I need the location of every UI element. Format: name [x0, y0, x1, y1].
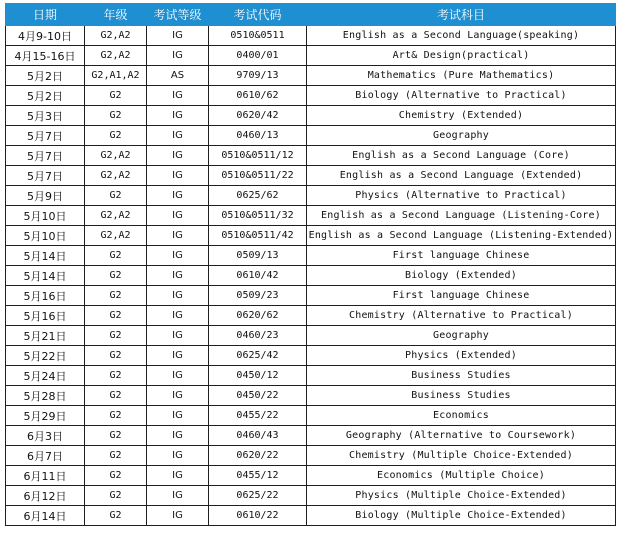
cell-code: 0510&0511/12: [209, 146, 307, 166]
cell-level: IG: [147, 506, 209, 526]
cell-code: 0610/62: [209, 86, 307, 106]
header-date: 日期: [6, 4, 85, 26]
table-row: [6, 26, 616, 46]
cell-code: 0510&0511/32: [209, 206, 307, 226]
cell-code: 0620/42: [209, 106, 307, 126]
cell-level: IG: [147, 446, 209, 466]
header-grade: 年级: [85, 4, 147, 26]
cell-subject: First language Chinese: [307, 286, 616, 306]
header-exam-level: 考试等级: [147, 4, 209, 26]
table-row: [6, 386, 616, 406]
cell-grade: G2,A2: [85, 166, 147, 186]
cell-date: 5月9日: [6, 186, 85, 206]
cell-date: 6月12日: [6, 486, 85, 506]
cell-date: 4月15-16日: [6, 46, 85, 66]
cell-grade: G2: [85, 126, 147, 146]
cell-code: 0455/22: [209, 406, 307, 426]
cell-level: IG: [147, 246, 209, 266]
cell-grade: G2: [85, 86, 147, 106]
cell-date: 5月21日: [6, 326, 85, 346]
cell-grade: G2: [85, 426, 147, 446]
cell-level: IG: [147, 286, 209, 306]
cell-date: 5月7日: [6, 146, 85, 166]
cell-subject: First language Chinese: [307, 246, 616, 266]
cell-grade: G2,A2: [85, 206, 147, 226]
cell-code: 0610/42: [209, 266, 307, 286]
cell-code: 0460/13: [209, 126, 307, 146]
table-row: [6, 446, 616, 466]
table-body: [6, 26, 616, 526]
cell-date: 5月24日: [6, 366, 85, 386]
cell-subject: Chemistry (Extended): [307, 106, 616, 126]
table-row: [6, 186, 616, 206]
cell-grade: G2: [85, 466, 147, 486]
cell-grade: G2,A2: [85, 46, 147, 66]
cell-subject: Chemistry (Alternative to Practical): [307, 306, 616, 326]
table-row: [6, 266, 616, 286]
cell-subject: Biology (Alternative to Practical): [307, 86, 616, 106]
cell-date: 5月22日: [6, 346, 85, 366]
cell-grade: G2: [85, 406, 147, 426]
table-row: [6, 146, 616, 166]
cell-grade: G2: [85, 506, 147, 526]
cell-code: 0620/62: [209, 306, 307, 326]
table-row: [6, 86, 616, 106]
header-exam-subject: 考试科目: [307, 4, 616, 26]
table-row: [6, 166, 616, 186]
cell-grade: G2: [85, 366, 147, 386]
cell-grade: G2: [85, 386, 147, 406]
table-row: [6, 126, 616, 146]
cell-code: 9709/13: [209, 66, 307, 86]
cell-date: 6月7日: [6, 446, 85, 466]
cell-grade: G2,A2: [85, 226, 147, 246]
table-row: [6, 466, 616, 486]
cell-level: IG: [147, 186, 209, 206]
cell-subject: Physics (Alternative to Practical): [307, 186, 616, 206]
header-exam-code: 考试代码: [209, 4, 307, 26]
cell-grade: G2: [85, 326, 147, 346]
cell-level: IG: [147, 166, 209, 186]
cell-grade: G2,A1,A2: [85, 66, 147, 86]
cell-grade: G2: [85, 486, 147, 506]
cell-grade: G2: [85, 266, 147, 286]
cell-date: 5月2日: [6, 66, 85, 86]
cell-subject: English as a Second Language(speaking): [307, 26, 616, 46]
cell-code: 0625/62: [209, 186, 307, 206]
cell-level: IG: [147, 466, 209, 486]
cell-grade: G2,A2: [85, 146, 147, 166]
cell-level: IG: [147, 106, 209, 126]
table-row: [6, 46, 616, 66]
cell-date: 5月28日: [6, 386, 85, 406]
cell-code: 0455/12: [209, 466, 307, 486]
cell-level: IG: [147, 206, 209, 226]
cell-grade: G2: [85, 306, 147, 326]
cell-subject: Mathematics (Pure Mathematics): [307, 66, 616, 86]
cell-level: IG: [147, 86, 209, 106]
cell-date: 5月14日: [6, 266, 85, 286]
table-row: [6, 206, 616, 226]
cell-code: 0510&0511/22: [209, 166, 307, 186]
cell-level: IG: [147, 46, 209, 66]
cell-subject: Physics (Extended): [307, 346, 616, 366]
cell-grade: G2: [85, 186, 147, 206]
cell-subject: Economics: [307, 406, 616, 426]
cell-level: IG: [147, 426, 209, 446]
cell-date: 5月14日: [6, 246, 85, 266]
cell-subject: English as a Second Language (Core): [307, 146, 616, 166]
cell-code: 0620/22: [209, 446, 307, 466]
cell-subject: Business Studies: [307, 366, 616, 386]
cell-subject: Chemistry (Multiple Choice-Extended): [307, 446, 616, 466]
cell-level: AS: [147, 66, 209, 86]
table-row: [6, 406, 616, 426]
cell-level: IG: [147, 366, 209, 386]
cell-grade: G2: [85, 106, 147, 126]
cell-grade: G2: [85, 346, 147, 366]
table-row: [6, 226, 616, 246]
header-row: [6, 4, 616, 26]
cell-subject: Geography: [307, 126, 616, 146]
cell-date: 5月10日: [6, 206, 85, 226]
cell-date: 5月29日: [6, 406, 85, 426]
cell-code: 0625/42: [209, 346, 307, 366]
cell-subject: English as a Second Language (Listening-Extended): [307, 226, 616, 246]
table-header: [6, 4, 616, 26]
cell-date: 5月16日: [6, 286, 85, 306]
cell-date: 5月2日: [6, 86, 85, 106]
cell-subject: English as a Second Language (Extended): [307, 166, 616, 186]
cell-subject: Biology (Multiple Choice-Extended): [307, 506, 616, 526]
cell-code: 0450/22: [209, 386, 307, 406]
cell-subject: Business Studies: [307, 386, 616, 406]
cell-code: 0509/13: [209, 246, 307, 266]
cell-level: IG: [147, 346, 209, 366]
table-row: [6, 306, 616, 326]
table-row: [6, 326, 616, 346]
cell-level: IG: [147, 146, 209, 166]
cell-subject: Geography (Alternative to Coursework): [307, 426, 616, 446]
cell-grade: G2,A2: [85, 26, 147, 46]
cell-code: 0610/22: [209, 506, 307, 526]
cell-code: 0510&0511: [209, 26, 307, 46]
cell-date: 5月7日: [6, 126, 85, 146]
cell-level: IG: [147, 126, 209, 146]
cell-date: 5月10日: [6, 226, 85, 246]
cell-code: 0460/43: [209, 426, 307, 446]
cell-grade: G2: [85, 286, 147, 306]
cell-date: 6月11日: [6, 466, 85, 486]
cell-date: 5月7日: [6, 166, 85, 186]
cell-level: IG: [147, 26, 209, 46]
exam-schedule-table: [5, 3, 616, 526]
cell-code: 0450/12: [209, 366, 307, 386]
cell-code: 0509/23: [209, 286, 307, 306]
cell-level: IG: [147, 326, 209, 346]
cell-date: 5月16日: [6, 306, 85, 326]
cell-subject: Geography: [307, 326, 616, 346]
cell-level: IG: [147, 226, 209, 246]
cell-level: IG: [147, 486, 209, 506]
cell-subject: Biology (Extended): [307, 266, 616, 286]
cell-grade: G2: [85, 246, 147, 266]
cell-code: 0400/01: [209, 46, 307, 66]
cell-subject: English as a Second Language (Listening-Core): [307, 206, 616, 226]
table-row: [6, 366, 616, 386]
cell-level: IG: [147, 386, 209, 406]
cell-level: IG: [147, 406, 209, 426]
cell-date: 6月3日: [6, 426, 85, 446]
cell-subject: Art& Design(practical): [307, 46, 616, 66]
cell-subject: Economics (Multiple Choice): [307, 466, 616, 486]
table-row: [6, 426, 616, 446]
table-row: [6, 106, 616, 126]
cell-subject: Physics (Multiple Choice-Extended): [307, 486, 616, 506]
table-row: [6, 286, 616, 306]
table-row: [6, 346, 616, 366]
table-row: [6, 506, 616, 526]
cell-code: 0510&0511/42: [209, 226, 307, 246]
cell-date: 5月3日: [6, 106, 85, 126]
table-row: [6, 66, 616, 86]
cell-grade: G2: [85, 446, 147, 466]
cell-level: IG: [147, 306, 209, 326]
cell-level: IG: [147, 266, 209, 286]
cell-code: 0625/22: [209, 486, 307, 506]
table-row: [6, 246, 616, 266]
cell-code: 0460/23: [209, 326, 307, 346]
cell-date: 6月14日: [6, 506, 85, 526]
cell-date: 4月9-10日: [6, 26, 85, 46]
table-row: [6, 486, 616, 506]
